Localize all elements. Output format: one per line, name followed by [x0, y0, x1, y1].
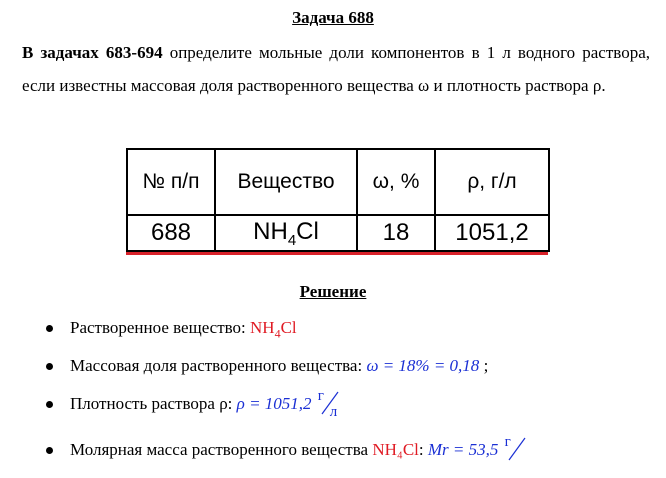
- bullet-icon: [46, 325, 53, 332]
- solute-formula: NH₄Cl: [372, 440, 419, 459]
- header-substance: Вещество: [215, 149, 357, 215]
- cell-substance: $NH_4Cl$: [215, 215, 357, 251]
- cell-rho: 1051,2: [435, 215, 549, 251]
- task-range: В задачах 683-694: [22, 43, 163, 62]
- table-red-underline: [126, 252, 548, 255]
- data-table: [126, 148, 550, 252]
- mass-fraction-formula: ω = 18% = 0,18: [366, 356, 480, 375]
- cell-num: 688: [127, 215, 215, 251]
- cell-omega: 18: [357, 215, 435, 251]
- bullet-icon: [46, 401, 53, 408]
- unit-fraction: г: [503, 440, 529, 460]
- table-row: [127, 215, 549, 251]
- header-num: № п/п: [127, 149, 215, 215]
- solution-title: Решение: [299, 282, 367, 301]
- bullet-icon: [46, 363, 53, 370]
- task-title: Задача 688: [292, 8, 374, 27]
- header-omega: ω, %: [357, 149, 435, 215]
- unit-fraction: г л: [317, 388, 338, 420]
- task-statement: [22, 36, 650, 102]
- table-header-row: [127, 149, 549, 215]
- task-text: определите мольные доли компонентов в 1 л водного раствора, если известны массовая доля растворенного вещества ω и плотность раствора ρ.: [22, 43, 650, 95]
- density-formula: ρ = 1051,2: [236, 394, 312, 413]
- header-rho: ρ, г/л: [435, 149, 549, 215]
- molar-mass-formula: Mr = 53,5: [427, 440, 499, 459]
- bullet-icon: [46, 447, 53, 454]
- solute-formula: $NH_4Cl$: [250, 318, 297, 341]
